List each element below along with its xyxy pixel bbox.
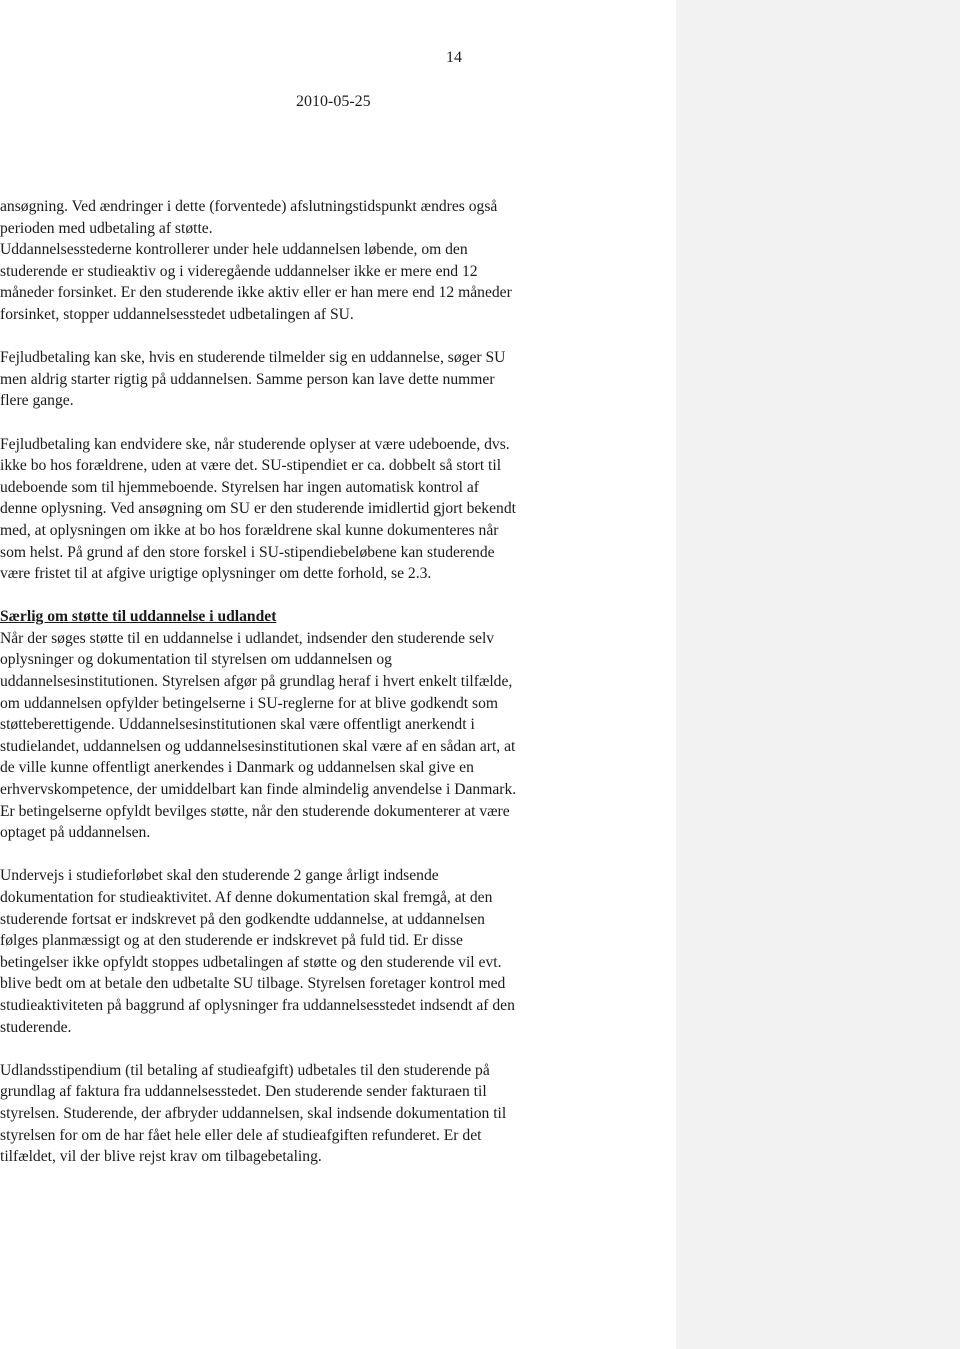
text-line: styrelsen. Studerende, der afbryder uddannelsen, skal indsende dokumentation til xyxy=(0,1104,507,1122)
text-line: betingelser ikke opfyldt stoppes udbetalingen af støtte og den studerende vil evt. xyxy=(0,953,502,971)
text-line: optaget på uddannelsen. xyxy=(0,824,151,842)
text-line: Når der søges støtte til en uddannelse i udlandet, indsender den studerende selv xyxy=(0,629,495,647)
text-line: studerende. xyxy=(0,1018,72,1036)
text-line: flere gange. xyxy=(0,392,74,410)
text-line: om uddannelsen opfylder betingelserne i SU-reglerne for at blive godkendt som xyxy=(0,694,498,712)
text-line: udeboende som til hjemmeboende. Styrelsen har ingen automatisk kontrol af xyxy=(0,478,479,496)
text-line: men aldrig starter rigtig på uddannelsen. Samme person kan lave dette nummer xyxy=(0,370,495,388)
paragraph-1 xyxy=(0,196,650,326)
text-line: dokumentation for studieaktivitet. Af denne dokumentation skal fremgå, at den xyxy=(0,889,493,906)
text-line: måneder forsinket. Er den studerende ikke aktiv eller er han mere end 12 måneder xyxy=(0,284,512,302)
page-date: 2010-05-25 xyxy=(296,93,371,110)
text-line: Fejludbetaling kan endvidere ske, når studerende oplyser at være udeboende, dvs. xyxy=(0,435,510,453)
text-line: støtteberettigende. Uddannelsesinstitutionen skal være offentligt anerkendt i xyxy=(0,716,475,734)
text-line: ikke bo hos forældrene, uden at være det. SU-stipendiet er ca. dobbelt så stort til xyxy=(0,457,502,475)
text-line: Er betingelserne opfyldt bevilges støtte, når den studerende dokumenterer at være xyxy=(0,802,510,820)
text-line: forsinket, stopper uddannelsesstedet udbetalingen af SU. xyxy=(0,305,354,323)
text-line: studerende fortsat er indskrevet på den godkendte uddannelse, at uddannelsen xyxy=(0,910,485,928)
paragraph-4 xyxy=(0,606,650,844)
text-line: grundlag af faktura fra uddannelsesstedet. Den studerende sender fakturaen til xyxy=(0,1083,487,1101)
text-line: styrelsen for om de har fået hele eller dele af studieafgiften refunderet. Er det xyxy=(0,1126,482,1144)
paragraph-2 xyxy=(0,347,650,412)
paragraph-5 xyxy=(0,865,650,1038)
page-number: 14 xyxy=(446,49,462,66)
text-line: de ville kunne offentligt anerkendes i Danmark og uddannelsen skal give en xyxy=(0,759,474,777)
text-line: studerende er studieaktiv og i videregående uddannelser ikke er mere end 12 xyxy=(0,262,478,280)
paragraph-6 xyxy=(0,1060,650,1168)
text-line: med, at oplysningen om ikke at bo hos forældrene skal kunne dokumenteres når xyxy=(0,521,499,539)
paragraph-3 xyxy=(0,434,650,585)
comment-margin-pane xyxy=(676,0,960,1349)
text-line: tilfældet, vil der blive rejst krav om tilbagebetaling. xyxy=(0,1148,322,1166)
text-line: Udlandsstipendium (til betaling af studieafgift) udbetales til den studerende på xyxy=(0,1061,490,1079)
text-line: Uddannelsesstederne kontrollerer under hele uddannelsen løbende, om den xyxy=(0,241,468,259)
text-line: perioden med udbetaling af støtte. xyxy=(0,219,213,237)
text-line: blive bedt om at betale den udbetalte SU tilbage. Styrelsen foretager kontrol med xyxy=(0,975,506,993)
section-heading: Særlig om støtte til uddannelse i udlandet xyxy=(0,608,277,626)
text-line: være fristet til at afgive urigtige oplysninger om dette forhold, se 2.3. xyxy=(0,565,432,583)
text-line: uddannelsesinstitutionen. Styrelsen afgør på grundlag heraf i hvert enkelt tilfælde, xyxy=(0,673,513,691)
text-line: studielandet, uddannelsen og uddannelsesinstitutionen skal være af en sådan art, at xyxy=(0,737,516,755)
text-line: som helst. På grund af den store forskel i SU-stipendiebeløbene kan studerende xyxy=(0,543,495,561)
document-body xyxy=(0,196,650,1168)
text-line: følges planmæssigt og at den studerende er indskrevet på fuld tid. Er disse xyxy=(0,932,463,950)
text-line: studieaktiviteten på baggrund af oplysninger fra uddannelsesstedet indsendt af den xyxy=(0,996,515,1014)
text-line: oplysninger og dokumentation til styrelsen om uddannelsen og xyxy=(0,651,392,669)
text-line: Fejludbetaling kan ske, hvis en studerende tilmelder sig en uddannelse, søger SU xyxy=(0,349,506,367)
text-line: ansøgning. Ved ændringer i dette (forventede) afslutningstidspunkt ændres også xyxy=(0,198,498,215)
text-line: denne oplysning. Ved ansøgning om SU er den studerende imidlertid gjort bekendt xyxy=(0,500,516,518)
text-line: erhvervskompetence, der umiddelbart kan finde almindelig anvendelse i Danmark. xyxy=(0,781,517,799)
text-line: Undervejs i studieforløbet skal den studerende 2 gange årligt indsende xyxy=(0,867,439,885)
